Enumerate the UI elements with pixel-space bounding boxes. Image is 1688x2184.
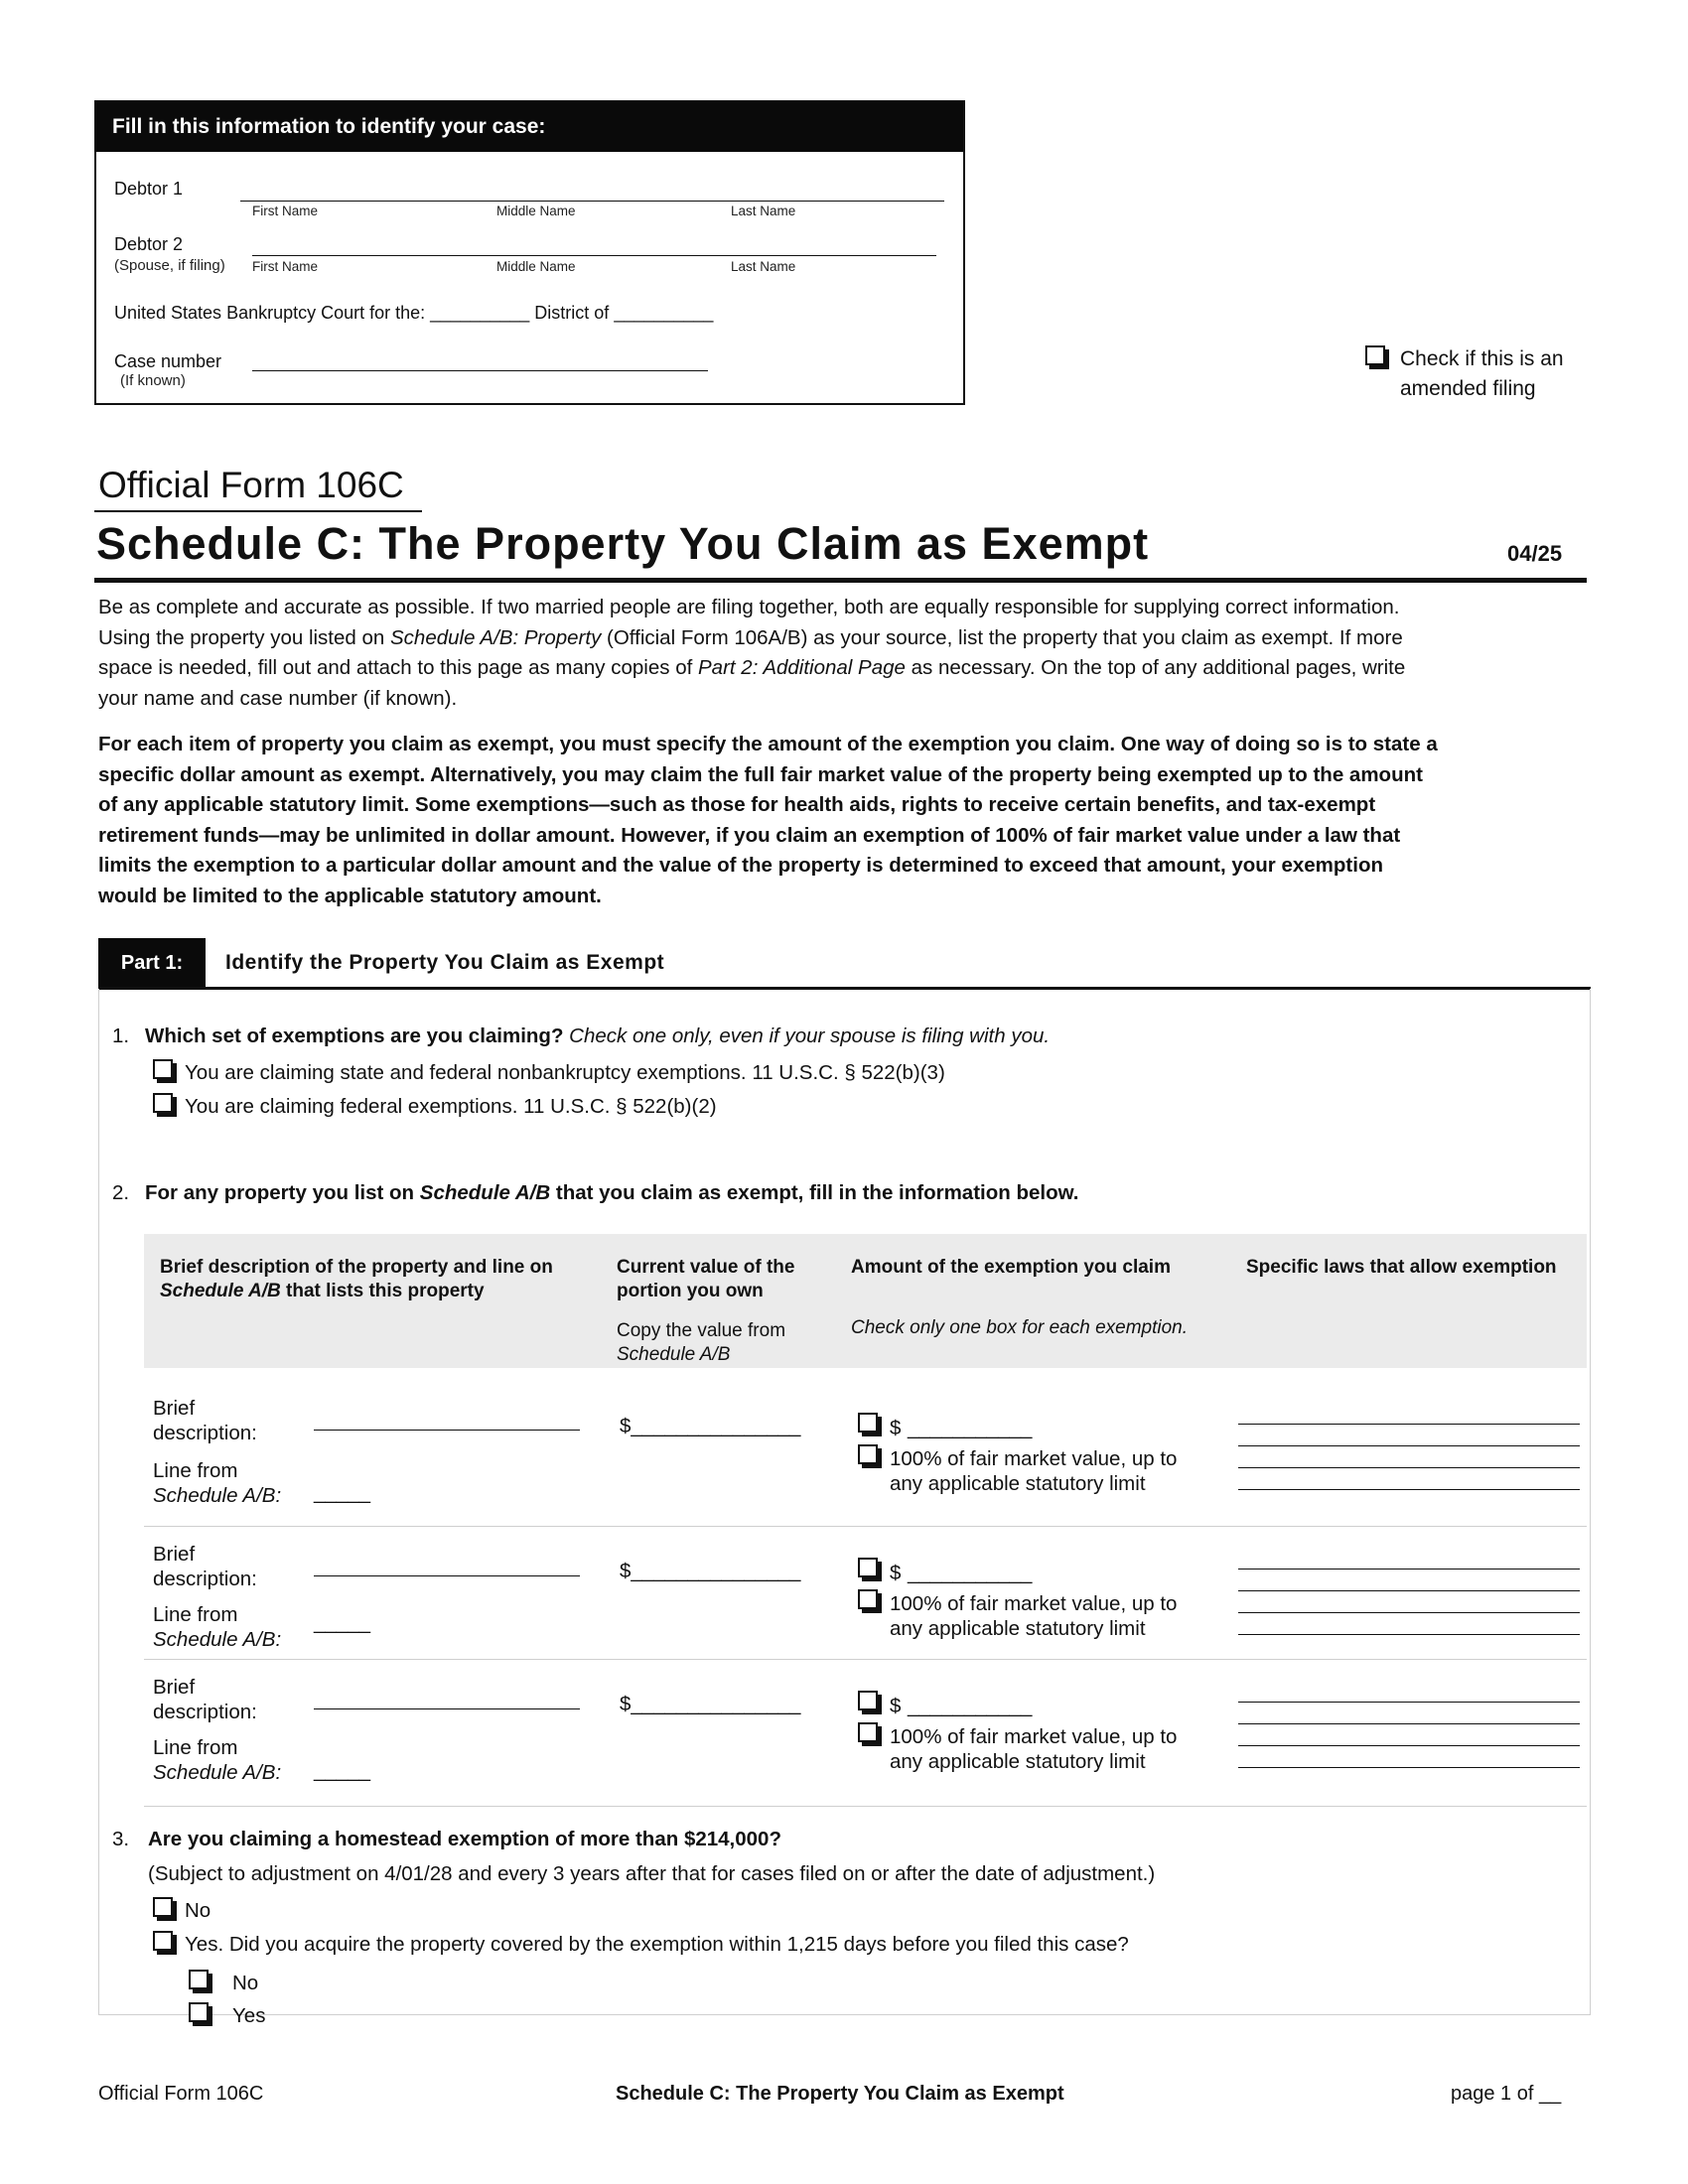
q1-option-state-checkbox[interactable]	[153, 1059, 173, 1079]
intro-p2-line: of any applicable statutory limit. Some exemptions—such as those for health aids, rights to receive certain benefits, and tax-exempt	[98, 793, 1376, 816]
form-number: Official Form 106C	[98, 465, 404, 505]
row2-law-field-3[interactable]	[1238, 1612, 1580, 1613]
court-label-text: United States Bankruptcy Court for the:	[114, 303, 426, 323]
row2-separator	[144, 1659, 1587, 1660]
col2-sub-line2: Schedule A/B	[617, 1344, 731, 1365]
row2-line-label	[153, 1602, 281, 1652]
row3-description-field[interactable]	[314, 1708, 580, 1709]
row3-dollar-checkbox[interactable]	[858, 1691, 878, 1710]
case-info-header: Fill in this information to identify your case:	[96, 102, 963, 152]
col3-header: Amount of the exemption you claim	[851, 1257, 1171, 1278]
row1-fmv-label	[890, 1446, 1177, 1496]
row2-dollar-sign: $	[890, 1562, 902, 1584]
row1-brief-line2: description:	[153, 1422, 257, 1444]
debtor1-name-field[interactable]	[240, 201, 944, 202]
row1-separator	[144, 1526, 1587, 1527]
q2-text-b: that you claim as exempt, fill in the information below.	[550, 1181, 1079, 1204]
intro-p1-line-d: your name and case number (if known).	[98, 686, 458, 710]
col1-header-rest: that lists this property	[280, 1281, 485, 1301]
q1-text	[145, 1024, 1050, 1048]
footer-title: Schedule C: The Property You Claim as Exempt	[616, 2083, 1064, 2105]
intro-p1-line-a: Be as complete and accurate as possible. If two married people are filing together, both are equally responsible for supplying correct information.	[98, 596, 1400, 618]
row2-linefrom-field[interactable]: _____	[314, 1611, 371, 1634]
district-blank[interactable]: __________	[614, 303, 714, 323]
amended-line1: Check if this is an	[1400, 347, 1564, 370]
row2-line-line2: Schedule A/B:	[153, 1628, 282, 1651]
row3-fmv-line1: 100% of fair market value, up to	[890, 1725, 1178, 1748]
q3-no-checkbox[interactable]	[153, 1897, 173, 1917]
row1-fmv-checkbox[interactable]	[858, 1444, 878, 1464]
debtor2-last-name-caption: Last Name	[731, 259, 796, 274]
debtor1-middle-name-caption: Middle Name	[496, 204, 576, 218]
row2-fmv-line2: any applicable statutory limit	[890, 1617, 1146, 1640]
q1-option-state-label: You are claiming state and federal nonbankruptcy exemptions. 11 U.S.C. § 522(b)(3)	[185, 1061, 945, 1084]
q1-option-federal-label: You are claiming federal exemptions. 11 U.S.C. § 522(b)(2)	[185, 1095, 717, 1118]
row1-law-field-2[interactable]	[1238, 1445, 1580, 1446]
row3-separator	[144, 1806, 1587, 1807]
q3-no-label: No	[185, 1899, 211, 1922]
row2-fmv-checkbox[interactable]	[858, 1589, 878, 1609]
row2-dollar-checkbox[interactable]	[858, 1558, 878, 1577]
intro-p1-c2: as necessary. On the top of any additional pages, write	[905, 656, 1406, 679]
case-info-box	[94, 100, 965, 405]
intro-p1-b1: Using the property you listed on	[98, 625, 390, 649]
q3-note: (Subject to adjustment on 4/01/28 and every 3 years after that for cases filed on or after the date of adjustment.)	[148, 1862, 1156, 1885]
row3-line-label	[153, 1735, 281, 1785]
intro-p1-c1: space is needed, fill out and attach to this page as many copies of	[98, 656, 698, 679]
debtor2-note: (Spouse, if filing)	[114, 257, 225, 274]
row2-fmv-line1: 100% of fair market value, up to	[890, 1592, 1178, 1615]
form-date: 04/25	[1507, 541, 1563, 566]
row2-law-field-4[interactable]	[1238, 1634, 1580, 1635]
row1-dollar-field[interactable]: ___________	[908, 1417, 1033, 1439]
debtor1-label: Debtor 1	[114, 179, 184, 199]
intro-p2-line: specific dollar amount as exempt. Alternatively, you may claim the full fair market value of the property being exempted up to the amount	[98, 762, 1423, 786]
row2-dollar-field[interactable]: ___________	[908, 1562, 1033, 1584]
row3-law-field-3[interactable]	[1238, 1745, 1580, 1746]
intro-p1-b2: (Official Form 106A/B) as your source, list the property that you claim as exempt. If more	[601, 625, 1403, 649]
q3-sub-no-label: No	[232, 1972, 259, 1994]
col1-header-line2	[160, 1280, 553, 1303]
form-title: Schedule C: The Property You Claim as Exempt	[96, 518, 1150, 569]
q3-sub-yes-checkbox[interactable]	[189, 2002, 209, 2022]
amended-filing-checkbox[interactable]	[1365, 345, 1385, 365]
row1-law-field-1[interactable]	[1238, 1424, 1580, 1425]
row2-brief-line2: description:	[153, 1568, 257, 1590]
debtor2-name-field[interactable]	[252, 255, 936, 256]
case-number-note: (If known)	[120, 372, 186, 389]
row1-law-field-3[interactable]	[1238, 1467, 1580, 1468]
row2-description-field[interactable]	[314, 1575, 580, 1576]
row3-law-field-1[interactable]	[1238, 1702, 1580, 1703]
intro-p2-line: For each item of property you claim as exempt, you must specify the amount of the exemption you claim. One way of doing so is to state a	[98, 733, 1438, 755]
row3-line-line2: Schedule A/B:	[153, 1761, 282, 1784]
row1-dollar-checkbox[interactable]	[858, 1413, 878, 1433]
col2-subheader	[617, 1319, 785, 1367]
part1-header	[98, 938, 1591, 988]
row3-linefrom-field[interactable]: _____	[314, 1759, 371, 1782]
col1-header	[160, 1256, 553, 1303]
row3-brief-line1: Brief	[153, 1676, 196, 1699]
title-rule	[94, 578, 1587, 583]
row3-line-line1: Line from	[153, 1736, 238, 1759]
row3-brief-label	[153, 1675, 257, 1724]
q3-sub-yes-label: Yes	[232, 2004, 266, 2027]
court-blank[interactable]: __________	[430, 303, 530, 323]
row2-brief-label	[153, 1542, 257, 1591]
case-number-field[interactable]	[252, 370, 708, 371]
intro-paragraph-1	[98, 593, 1588, 714]
intro-p1-line-c	[98, 653, 1588, 684]
row1-brief-label	[153, 1396, 257, 1445]
q3-sub-no-checkbox[interactable]	[189, 1970, 209, 1989]
col2-sub-line1: Copy the value from	[617, 1320, 786, 1341]
debtor1-first-name-caption: First Name	[252, 204, 319, 218]
row1-linefrom-field[interactable]: _____	[314, 1481, 371, 1504]
debtor1-last-name-caption: Last Name	[731, 204, 796, 218]
debtor2-label: Debtor 2	[114, 234, 184, 254]
intro-p1-line-b	[98, 623, 1588, 654]
col2-header-line1: Current value of the	[617, 1257, 795, 1278]
amended-line2: amended filing	[1400, 377, 1536, 400]
row1-value-field[interactable]: $_______________	[620, 1415, 801, 1437]
row2-fmv-label	[890, 1591, 1177, 1641]
q2-text-italic: Schedule A/B	[419, 1181, 551, 1204]
intro-p2-line: limits the exemption to a particular dollar amount and the value of the property is determined to exceed that amount, your exemption	[98, 854, 1384, 877]
q3-yes-checkbox[interactable]	[153, 1931, 173, 1951]
row1-line-line1: Line from	[153, 1459, 238, 1482]
q2-text	[145, 1181, 1079, 1205]
row2-value-field[interactable]: $_______________	[620, 1560, 801, 1582]
row1-line-label	[153, 1458, 281, 1508]
row3-dollar-sign: $	[890, 1695, 902, 1717]
q3-yes-label: Yes. Did you acquire the property covered by the exemption within 1,215 days before you filed this case?	[185, 1933, 1129, 1956]
row2-law-field-2[interactable]	[1238, 1590, 1580, 1591]
row3-dollar-field[interactable]: ___________	[908, 1695, 1033, 1717]
row3-fmv-checkbox[interactable]	[858, 1722, 878, 1742]
intro-p2-line: retirement funds—may be unlimited in dollar amount. However, if you claim an exemption of 100% of fair market value under a law that	[98, 823, 1401, 847]
row2-line-line1: Line from	[153, 1603, 238, 1626]
col1-header-line1: Brief description of the property and line on	[160, 1257, 553, 1278]
footer-page-number: page 1 of __	[1451, 2083, 1562, 2105]
col2-header	[617, 1256, 794, 1303]
footer-form-number: Official Form 106C	[98, 2083, 264, 2105]
q1-italic: Check one only, even if your spouse is filing with you.	[563, 1024, 1051, 1047]
debtor2-middle-name-caption: Middle Name	[496, 259, 576, 274]
q1-number: 1.	[112, 1024, 130, 1047]
intro-p1-c-italic: Part 2: Additional Page	[698, 656, 906, 679]
row3-brief-line2: description:	[153, 1701, 257, 1723]
row1-dollar-sign: $	[890, 1417, 902, 1439]
row3-fmv-label	[890, 1724, 1177, 1774]
row1-description-field[interactable]	[314, 1430, 580, 1431]
row1-line-line2: Schedule A/B:	[153, 1484, 282, 1507]
q3-number: 3.	[112, 1828, 130, 1850]
part1-label: Part 1:	[98, 938, 206, 988]
intro-paragraph-2	[98, 730, 1588, 911]
row3-law-field-4[interactable]	[1238, 1767, 1580, 1768]
row1-fmv-line2: any applicable statutory limit	[890, 1472, 1146, 1495]
part1-title: Identify the Property You Claim as Exempt	[225, 951, 665, 974]
form-number-underline	[94, 510, 422, 512]
court-label	[114, 303, 713, 324]
col2-header-line2: portion you own	[617, 1281, 764, 1301]
row3-law-field-2[interactable]	[1238, 1723, 1580, 1724]
row1-brief-line1: Brief	[153, 1397, 196, 1420]
q2-text-a: For any property you list on	[145, 1181, 420, 1204]
district-label: District of	[534, 303, 610, 323]
col4-header: Specific laws that allow exemption	[1246, 1257, 1557, 1278]
q2-number: 2.	[112, 1181, 130, 1204]
row3-value-field[interactable]: $_______________	[620, 1693, 801, 1715]
row1-law-field-4[interactable]	[1238, 1489, 1580, 1490]
debtor2-first-name-caption: First Name	[252, 259, 319, 274]
row1-fmv-line1: 100% of fair market value, up to	[890, 1447, 1178, 1470]
row2-law-field-1[interactable]	[1238, 1569, 1580, 1570]
intro-p1-b-italic: Schedule A/B: Property	[390, 625, 602, 649]
q1-bold: Which set of exemptions are you claiming?	[145, 1024, 564, 1047]
q1-option-federal-checkbox[interactable]	[153, 1093, 173, 1113]
row2-brief-line1: Brief	[153, 1543, 196, 1566]
col3-subheader: Check only one box for each exemption.	[851, 1317, 1189, 1338]
q3-text: Are you claiming a homestead exemption of more than $214,000?	[148, 1828, 781, 1850]
row3-fmv-line2: any applicable statutory limit	[890, 1750, 1146, 1773]
col1-header-italic: Schedule A/B	[160, 1281, 281, 1301]
intro-p2-line: would be limited to the applicable statutory amount.	[98, 884, 602, 907]
case-number-label: Case number	[114, 351, 222, 371]
